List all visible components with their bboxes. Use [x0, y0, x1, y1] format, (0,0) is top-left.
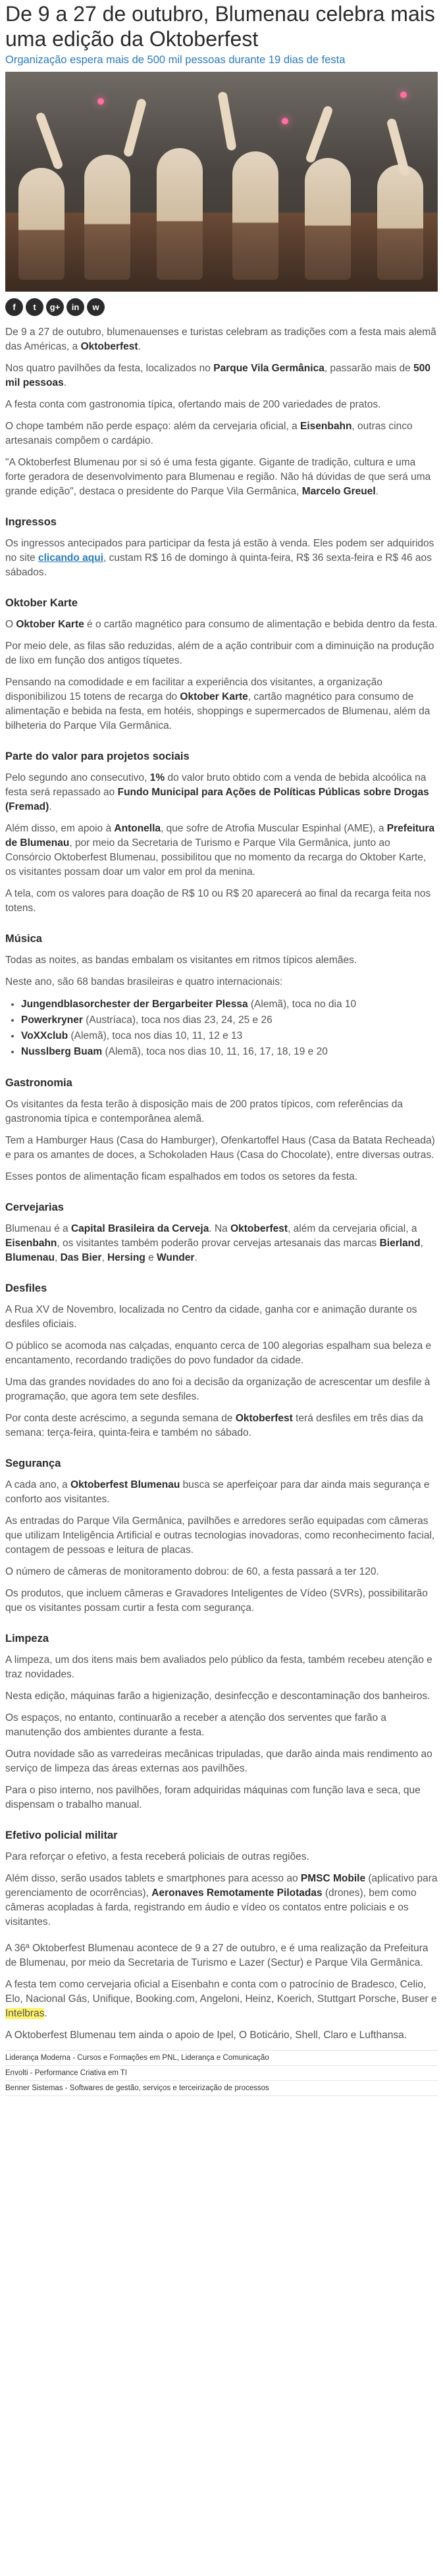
paragraph: Os produtos, que incluem câmeras e Gravadores Inteligentes de Vídeo (SVRs), possibilitarão que os visitantes possam curtir a festa com segurança.	[5, 1588, 428, 1614]
paragraph: Tem a Hamburger Haus (Casa do Hamburger), Ofenkartoffel Haus (Casa da Batata Recheada) e para os amantes de doces, a Schokoladen Haus (Casa do Chocolate), entre diversas outras.	[5, 1135, 435, 1161]
paragraph: O Oktober Karte é o cartão magnético para consumo de alimentação e bebida dentro da festa.	[5, 619, 438, 630]
google-plus-icon[interactable]: g+	[46, 298, 64, 316]
paragraph: Os visitantes da festa terão à disposição mais de 200 pratos típicos, com referências da gastronomia típica e contemporânea alemã.	[5, 1099, 403, 1124]
tickets-link[interactable]: clicando aqui	[38, 552, 104, 564]
paragraph: A 36ª Oktoberfest Blumenau acontece de 9 a 27 de outubro, e é uma realização da Prefeitura de Blumenau, por meio da Secretaria de Turismo e Lazer (Sectur) e Parque Vila Germânica.	[5, 1943, 429, 1968]
share-bar	[5, 298, 438, 316]
paragraph: Blumenau é a Capital Brasileira da Cerveja. Na Oktoberfest, além da cervejaria oficial, a Eisenbahn, os visitantes também poderão provar cervejas artesanais das marcas Bierland, Blumenau, Das Bier, Hersing e Wunder.	[5, 1223, 423, 1263]
dancer-arm	[123, 98, 147, 158]
list-item: • Jungendblasorchester der Bergarbeiter Plessa (Alemã), toca no dia 10	[21, 997, 438, 1012]
paragraph: Para reforçar o efetivo, a festa receberá policiais de outras regiões.	[5, 1851, 309, 1862]
dancer-figure	[84, 155, 130, 280]
paragraph: Pensando na comodidade e em facilitar a experiência dos visitantes, a organização disponibilizou 15 totens de recarga do Oktober Karte, cartão magnético para consumo de alimentação e bebida na festa, em hotéis, shoppings e supermercados de Blumenau, além da bilheteria do Parque Vila Germânica.	[5, 677, 430, 731]
footer-links	[5, 2050, 438, 2096]
paragraph: Pelo segundo ano consecutivo, 1% do valor bruto obtido com a venda de bebida alcoólica na festa será repassado ao Fundo Municipal para Ações de Políticas Públicas sobre Drogas (Fremad).	[5, 772, 429, 812]
dancer-figure	[18, 168, 65, 280]
paragraph: Neste ano, são 68 bandas brasileiras e quatro internacionais:	[5, 976, 283, 987]
twitter-icon[interactable]: t	[26, 298, 43, 316]
footer-link[interactable]: Liderança Moderna - Cursos e Formações em PNL, Liderança e Comunicação	[5, 2051, 438, 2066]
dancer-arm	[305, 105, 334, 163]
article-subtitle: Organização espera mais de 500 mil pessoas durante 19 dias de festa	[5, 54, 346, 66]
highlighted-sponsor: Intelbras	[5, 2008, 45, 2019]
paragraph: A festa conta com gastronomia típica, ofertando mais de 200 variedades de pratos.	[5, 399, 381, 410]
dancer-figure	[305, 158, 351, 280]
section-heading-musica: Música	[5, 933, 42, 945]
section-heading-projetos-sociais: Parte do valor para projetos sociais	[5, 750, 190, 762]
paragraph: Nos quatro pavilhões da festa, localizados no Parque Vila Germânica, passarão mais de 500 mil pessoas.	[5, 363, 430, 388]
dancer-arm	[35, 111, 64, 170]
linkedin-icon[interactable]: in	[66, 298, 84, 316]
section-heading-limpeza: Limpeza	[5, 1633, 49, 1644]
article	[5, 0, 438, 2096]
paragraph: Por conta deste acréscimo, a segunda semana de Oktoberfest terá desfiles em três dias da semana: terça-feira, quinta-feira e também no sábado.	[5, 1413, 423, 1438]
paragraph: A festa tem como cervejaria oficial a Eisenbahn e conta com o patrocínio de Bradesco, Celio, Elo, Nacional Gás, Unifique, Booking.com, Angeloni, Heinz, Koerich, Stuttgart Porsche, Buser e Intelbras.	[5, 1979, 437, 2019]
bands-list	[5, 997, 438, 1060]
section-heading-oktober-karte: Oktober Karte	[5, 597, 78, 609]
paragraph: Por meio dele, as filas são reduzidas, além de a ação contribuir com a diminuição na produção de lixo em função dos antigos tíquetes.	[5, 641, 434, 666]
paragraph: A cada ano, a Oktoberfest Blumenau busca se aperfeiçoar para dar ainda mais segurança e conforto aos visitantes.	[5, 1479, 430, 1505]
paragraph: O número de câmeras de monitoramento dobrou: de 60, a festa passará a ter 120.	[5, 1566, 379, 1577]
paragraph: A Oktoberfest Blumenau tem ainda o apoio de Ipel, O Boticário, Shell, Claro e Lufthansa.	[5, 2030, 407, 2041]
section-heading-cervejarias: Cervejarias	[5, 1201, 64, 1213]
paragraph: Esses pontos de alimentação ficam espalhados em todos os setores da festa.	[5, 1171, 358, 1182]
dancer-figure	[157, 148, 203, 280]
paragraph: Além disso, serão usados tablets e smartphones para acesso ao PMSC Mobile (aplicativo para gerenciamento de ocorrências), Aeronaves Remotamente Pilotadas (drones), bem como câmeras acopladas à farda, registrando em áudio e vídeo os contatos entre policiais e os visitantes.	[5, 1873, 438, 1928]
paragraph: Uma das grandes novidades do ano foi a decisão da organização de acrescentar um desfile à programação, que agora tem sete desfiles.	[5, 1377, 430, 1402]
whatsapp-icon[interactable]: w	[87, 298, 105, 316]
paragraph: Os espaços, no entanto, continuarão a receber a atenção dos serventes que farão a manutenção dos ambientes durante a festa.	[5, 1712, 387, 1738]
section-heading-efetivo-policial: Efetivo policial militar	[5, 1829, 118, 1841]
article-title: De 9 a 27 de outubro, Blumenau celebra mais uma edição da Oktoberfest	[5, 2, 435, 51]
paragraph: A limpeza, um dos itens mais bem avaliados pelo público da festa, também recebeu atenção e traz novidades.	[5, 1654, 432, 1680]
dancer-arm	[217, 91, 236, 151]
section-heading-seguranca: Segurança	[5, 1458, 61, 1469]
footer-link[interactable]: Benner Sistemas - Softwares de gestão, serviços e terceirização de processos	[5, 2081, 438, 2096]
paragraph: Além disso, em apoio à Antonella, que sofre de Atrofia Muscular Espinhal (AME), a Prefeitura de Blumenau, por meio da Secretaria de Turismo e Parque Vila Germânica, junto ao Consórcio Oktoberfest Blumenau, possibilitou que no momento da recarga do Oktober Karte, os visitantes possam doar um valor em prol da menina.	[5, 823, 435, 878]
paragraph: O chope também não perde espaço: além da cervejaria oficial, a Eisenbahn, outras cinco artesanais compõem o cardápio.	[5, 421, 413, 446]
paragraph: Todas as noites, as bandas embalam os visitantes em ritmos típicos alemães.	[5, 955, 357, 966]
dancer-figure	[232, 151, 278, 280]
paragraph: Para o piso interno, nos pavilhões, foram adquiridas máquinas com função lava e seca, que dispensam o trabalho manual.	[5, 1785, 421, 1810]
list-item: • Nusslberg Buam (Alemã), toca nos dias 10, 11, 16, 17, 18, 19 e 20	[21, 1044, 438, 1060]
facebook-icon[interactable]: f	[5, 298, 23, 316]
list-item: • VoXXclub (Alemã), toca nos dias 10, 11, 12 e 13	[21, 1028, 438, 1044]
paragraph: De 9 a 27 de outubro, blumenauenses e turistas celebram as tradições com a festa mais alemã das Américas, a Oktoberfest.	[5, 327, 436, 352]
hero-photo	[5, 72, 438, 292]
section-heading-desfiles: Desfiles	[5, 1282, 47, 1294]
paragraph: A Rua XV de Novembro, localizada no Centro da cidade, ganha cor e animação durante os desfiles oficiais.	[5, 1304, 417, 1330]
stage-floor	[5, 213, 438, 292]
stage-light	[97, 98, 104, 105]
paragraph: Outra novidade são as varredeiras mecânicas tripuladas, que darão ainda mais rendimento ao serviço de limpeza das áreas externas aos pavilhões.	[5, 1748, 432, 1774]
paragraph: O público se acomoda nas calçadas, enquanto cerca de 100 alegorias espalham sua beleza e encantamento, recordando tradições do povo fundador da cidade.	[5, 1340, 432, 1366]
dancer-figure	[377, 165, 423, 280]
stage-light	[400, 92, 407, 98]
section-heading-ingressos: Ingressos	[5, 516, 57, 528]
footer-link[interactable]: Envolti - Performance Criativa em TI	[5, 2066, 438, 2081]
section-heading-gastronomia: Gastronomia	[5, 1077, 72, 1089]
paragraph: Nesta edição, máquinas farão a higienização, desinfecção e descontaminação dos banheiros.	[5, 1691, 430, 1702]
list-item: • Powerkryner (Austríaca), toca nos dias 23, 24, 25 e 26	[21, 1012, 438, 1028]
stage-light	[282, 118, 288, 124]
quote-paragraph: "A Oktoberfest Blumenau por si só é uma festa gigante. Gigante de tradição, cultura e uma forte geradora de desenvolvimento para Blumenau e região. Não há dúvidas de que será uma grande edição", destaca o presidente do Parque Vila Germânica, Marcelo Greuel.	[5, 457, 431, 497]
paragraph: A tela, com os valores para doação de R$ 10 ou R$ 20 aparecerá ao final da recarga feita nos totens.	[5, 888, 431, 914]
paragraph: As entradas do Parque Vila Germânica, pavilhões e arredores serão equipadas com câmeras que utilizam Inteligência Artificial e outras tecnologias inovadoras, como reconhecimento facial, contagem de pessoas e leitura de placas.	[5, 1515, 435, 1556]
paragraph: Os ingressos antecipados para participar da festa já estão à venda. Eles podem ser adquiridos no site clicando aqui, custam R$ 16 de domingo à quinta-feira, R$ 36 sexta-feira e R$ 46 aos sábados.	[5, 538, 434, 578]
